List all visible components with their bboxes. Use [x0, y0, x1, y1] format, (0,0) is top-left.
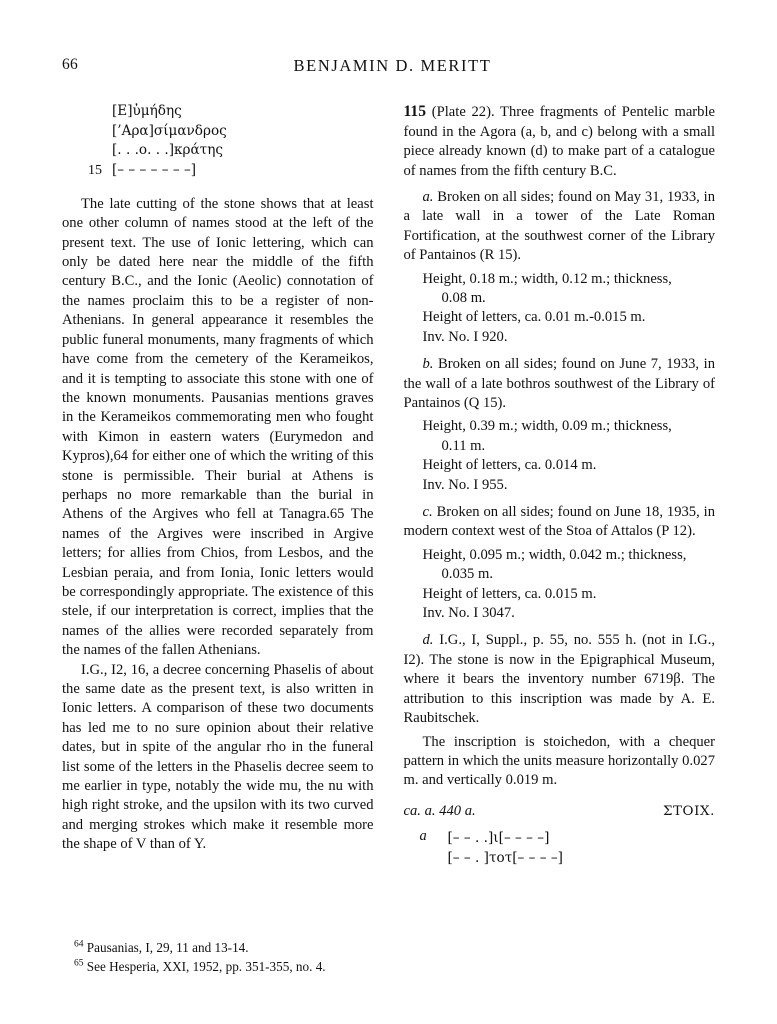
fragment-b-measurements [404, 417, 716, 495]
entry-number: 115 [403, 103, 427, 120]
running-head [62, 56, 715, 86]
paragraph-phaselis-decree: I.G., I2, 16, a decree concerning Phaselis of about the same date as the present text, is also written in Ionic letters. A comparison of these two documents has led me to no sure opinion about their relative dates, but in spite of the angular rho in the funeral list some of the letters in the Phaselis decree seem to me earlier in type, notably the wide mu, the nu with high right stroke, and the upsilon with its two curved and merging strokes which make it resemble more the shape of V than of Y. [62, 661, 374, 853]
text-fragment-lines [448, 828, 563, 869]
footnote-text: Pausanias, I, 29, 11 and 13-14. [86, 940, 249, 956]
fragment-a-measurements [404, 270, 716, 348]
fragment-b-text: Broken on all sides; found on June 7, 1933, in the wall of a late bothros southwest of the Library of Pantainos (Q 15). [403, 356, 715, 412]
greek-inscription-block [62, 102, 374, 181]
measurement-line: Height, 0.095 m.; width, 0.042 m.; thickness, [422, 546, 687, 563]
footnotes [62, 939, 392, 976]
fragment-c-label: c. [422, 504, 433, 521]
measurement-line: Inv. No. I 955. [422, 476, 508, 493]
paragraph-stone-description: The late cutting of the stone shows that at least one other column of names stood at the left of the present text. The use of Ionic lettering, which can only be dated here near the middle of the fifth century B.C., and the Ionic (Aeolic) connotation of the names proclaim this to be a register of non-Athenians. In general appearance it resembles the public funeral monuments, many fragments of which have come from the cemetery of the Kerameikos, and it is tempting to associate this stone with one of the known monuments. Pausanias mentions graves in the Kerameikos commemorating men who fought with Kimon in eastern waters (Eurymedon and Kypros),64 for either one of which the writing of this stone is permissible. Their burial at Athens is perhaps no more remarkable than the burial in Athens of the Argives who fell at Tanagra.65 The names of the Argives were inscribed in Argive letters; for allies from Chios, from Lesbos, and the Lesbian peraia, and from Ionia, Ionic letters would be correspondingly appropriate. The existence of this stele, if our interpretation is correct, implies that the names of the allies were recorded separately from the names of the fallen Athenians. [62, 195, 374, 659]
text-fragment-line: [– – . .]ι[– – – –] [447, 829, 550, 846]
footnote-number: 64 [74, 939, 84, 950]
fragment-b-label: b. [422, 356, 434, 373]
fragment-a-label: a. [422, 188, 434, 205]
measurement-line: Inv. No. I 920. [422, 328, 508, 345]
inscription-line [62, 141, 374, 161]
two-column-body [62, 102, 715, 869]
inscription-line-text: [Ε]ὐμήδης [112, 103, 182, 119]
text-fragment-label: a [419, 827, 427, 844]
page-number: 66 [62, 56, 78, 73]
fragment-c-description [404, 503, 716, 542]
measurement-line: 0.035 m. [441, 566, 493, 583]
inscription-line [62, 122, 374, 142]
fragment-a-description [404, 188, 716, 266]
fragment-d-label: d. [422, 632, 434, 649]
right-column [404, 102, 716, 869]
stoichedon-label: ΣΤΟΙΧ. [662, 803, 715, 819]
measurement-line: Height, 0.39 m.; width, 0.09 m.; thickness, [422, 418, 672, 435]
fragment-a-text: Broken on all sides; found on May 31, 1933, in a late wall in a tower of the Late Roman Fortification, at the southwest corner of the Library of Pantainos (R 15). [403, 188, 715, 264]
measurement-line: 0.08 m. [441, 289, 486, 306]
text-fragment-a [404, 828, 716, 869]
measurement-line: Height, 0.18 m.; width, 0.12 m.; thickness, [422, 270, 672, 287]
entry-115-intro [404, 102, 716, 181]
measurement-line: 0.11 m. [441, 437, 486, 454]
left-column [62, 102, 374, 855]
footnote-number: 65 [74, 958, 84, 969]
measurement-line: Height of letters, ca. 0.015 m. [422, 585, 597, 602]
inscription-line-number: 15 [88, 162, 102, 178]
inscription-line-text: [’Αρα]σίμανδρος [112, 122, 227, 139]
text-fragment-line: [– – . ]τοτ[– – – –] [447, 850, 563, 867]
measurement-line: Inv. No. I 3047. [422, 605, 515, 622]
inscription-line-text: [– – – – – – –] [112, 161, 197, 178]
footnote [62, 958, 392, 976]
inscription-line [62, 161, 374, 181]
stoichedon-note: The inscription is stoichedon, with a chequer pattern in which the units measure horizontally 0.027 m. and vertically 0.019 m. [403, 733, 715, 789]
date-and-stoichedon-header [404, 803, 716, 820]
measurement-line: Height of letters, ca. 0.014 m. [422, 457, 597, 474]
footnote [62, 939, 392, 957]
measurement-line: Height of letters, ca. 0.01 m.-0.015 m. [422, 309, 646, 326]
inscription-line [62, 102, 374, 122]
fragment-d-description [404, 631, 716, 728]
fragment-c-text: Broken on all sides; found on June 18, 1935, in modern context west of the Stoa of Attalos (P 12). [403, 504, 715, 540]
date-line: ca. a. 440 a. [403, 802, 476, 819]
fragment-b-description [404, 355, 716, 413]
entry-intro-text: (Plate 22). Three fragments of Pentelic marble found in the Agora (a, b, and c) belong with a small piece already known (d) to make part of a catalogue of names from the fifth century B.C. [403, 104, 715, 179]
fragment-d-text: I.G., I, Suppl., p. 55, no. 555 h. (not in I.G., I2). The stone is now in the Epigraphical Museum, where it bears the inventory number 6719β. The attribution to this inscription was made by A. E. Raubitschek. [403, 632, 715, 727]
footnote-text: See Hesperia, XXI, 1952, pp. 351-355, no. 4. [86, 958, 326, 974]
inscription-line-text: [. . .ο. . .]κράτης [112, 142, 223, 159]
running-head-author: BENJAMIN D. MERITT [293, 56, 492, 75]
fragment-c-measurements [404, 546, 716, 624]
